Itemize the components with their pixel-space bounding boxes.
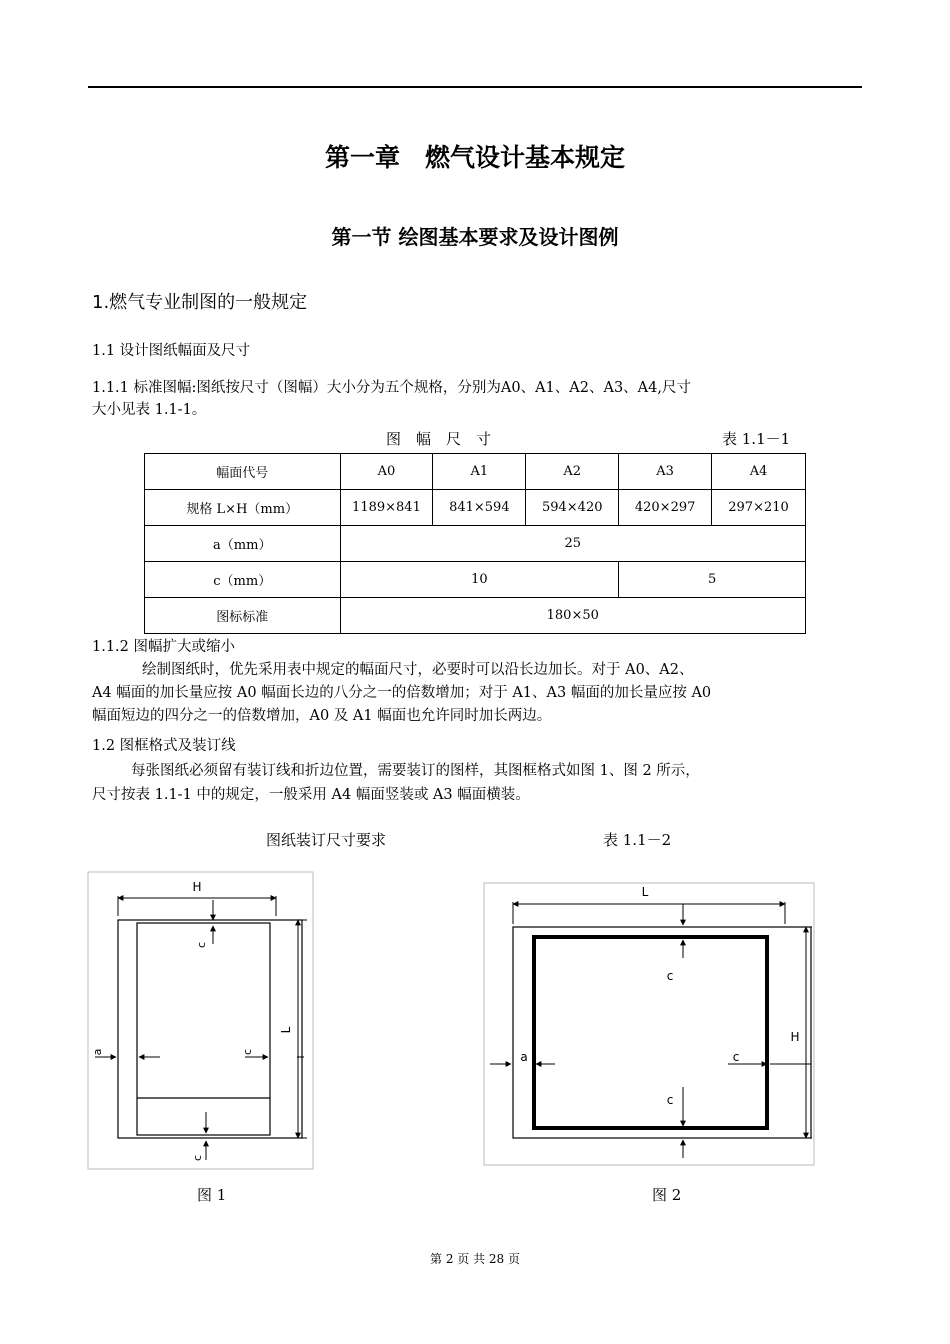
figure1-sheet: [118, 920, 302, 1138]
paper-size-table: [144, 453, 806, 634]
figure1-border: [88, 872, 313, 1169]
figure1-label-c-right: c: [241, 1048, 254, 1056]
table-cell: 841×594: [433, 490, 526, 526]
paragraph-1-1-2-body-line1: 绘制图纸时，优先采用表中规定的幅面尺寸，必要时可以沿长边加长。对于 A0、A2、: [142, 662, 694, 678]
table-row: [145, 454, 806, 490]
table-row: [145, 490, 806, 526]
figure2-label-c-right: c: [732, 1050, 740, 1064]
table2-caption: 图纸装订尺寸要求: [266, 831, 387, 849]
table-cell: A2: [526, 454, 619, 490]
table1-caption: 图 幅 尺 寸: [386, 430, 492, 448]
table-cell: 594×420: [526, 490, 619, 526]
table-cell: 幅面代号: [145, 454, 341, 490]
figure1-label-h: H: [192, 880, 202, 894]
table-cell: 10: [340, 562, 619, 598]
table-cell: 5: [619, 562, 806, 598]
figure2-label-c-bottom: c: [666, 1093, 674, 1107]
figure2-label-c-top: c: [666, 969, 674, 983]
table-row: [145, 598, 806, 634]
paragraph-1-2-body-line1: 每张图纸必须留有装订线和折边位置，需要装订的图样，其图框格式如图 1、图 2 所示，: [131, 763, 700, 779]
figure2-label-a: a: [520, 1050, 528, 1064]
figure1-diagram: [85, 870, 320, 1180]
figure1-caption: 图 1: [197, 1186, 227, 1204]
figure2-caption: 图 2: [652, 1186, 682, 1204]
figure1-label-a: a: [91, 1048, 104, 1056]
table-row: [145, 526, 806, 562]
figure2-label-h: H: [790, 1030, 800, 1044]
table-cell: 180×50: [340, 598, 806, 634]
paragraph-1-2-body-line2: 尺寸按表 1.1-1 中的规定，一般采用 A4 幅面竖装或 A3 幅面横装。: [92, 787, 530, 803]
table-row: [145, 562, 806, 598]
table-cell: A3: [619, 454, 712, 490]
paragraph-1-1-2: 1.1.2 图幅扩大或缩小: [92, 639, 236, 655]
table-cell: A4: [712, 454, 806, 490]
table-cell: c（mm）: [145, 562, 341, 598]
figure1-frame: [137, 923, 270, 1135]
table-cell: 规格 L×H（mm）: [145, 490, 341, 526]
table-cell: A1: [433, 454, 526, 490]
table-cell: A0: [340, 454, 433, 490]
header-rule: [88, 86, 862, 88]
paragraph-1-1-1-line1: 1.1.1 标准图幅:图纸按尺寸（图幅）大小分为五个规格，分别为A0、A1、A2、A3、A4,尺寸: [92, 380, 691, 396]
table-cell: 图标标准: [145, 598, 341, 634]
figure1-label-l: L: [279, 1026, 293, 1034]
table-cell: 25: [340, 526, 806, 562]
table-cell: a（mm）: [145, 526, 341, 562]
paragraph-1-1-2-body-line2: A4 幅面的加长量应按 A0 幅面长边的八分之一的倍数增加；对于 A1、A3 幅面的加长量应按 A0: [92, 685, 712, 701]
figure1-label-c-top: c: [195, 941, 208, 949]
paragraph-1-1-1-line2: 大小见表 1.1-1。: [92, 402, 207, 418]
table1-number: 表 1.1－1: [722, 430, 791, 448]
page-footer: 第 2 页 共 28 页: [430, 1252, 520, 1266]
figure1-label-c-bottom: c: [191, 1154, 204, 1162]
section-title: 第一节 绘图基本要求及设计图例: [331, 225, 619, 249]
table2-number: 表 1.1－2: [603, 831, 672, 849]
table-cell: 420×297: [619, 490, 712, 526]
figure2-frame: [534, 937, 767, 1128]
table-cell: 1189×841: [340, 490, 433, 526]
figure2-label-l: L: [641, 885, 649, 899]
subsection-title: 1.燃气专业制图的一般规定: [92, 292, 308, 313]
table-cell: 297×210: [712, 490, 806, 526]
paragraph-1-1: 1.1 设计图纸幅面及尺寸: [92, 343, 251, 359]
figure2-diagram: [480, 880, 820, 1170]
paragraph-1-1-2-body-line3: 幅面短边的四分之一的倍数增加，A0 及 A1 幅面也允许同时加长两边。: [92, 708, 552, 724]
paragraph-1-2: 1.2 图框格式及装订线: [92, 738, 236, 754]
chapter-title: 第一章 燃气设计基本规定: [324, 143, 625, 172]
